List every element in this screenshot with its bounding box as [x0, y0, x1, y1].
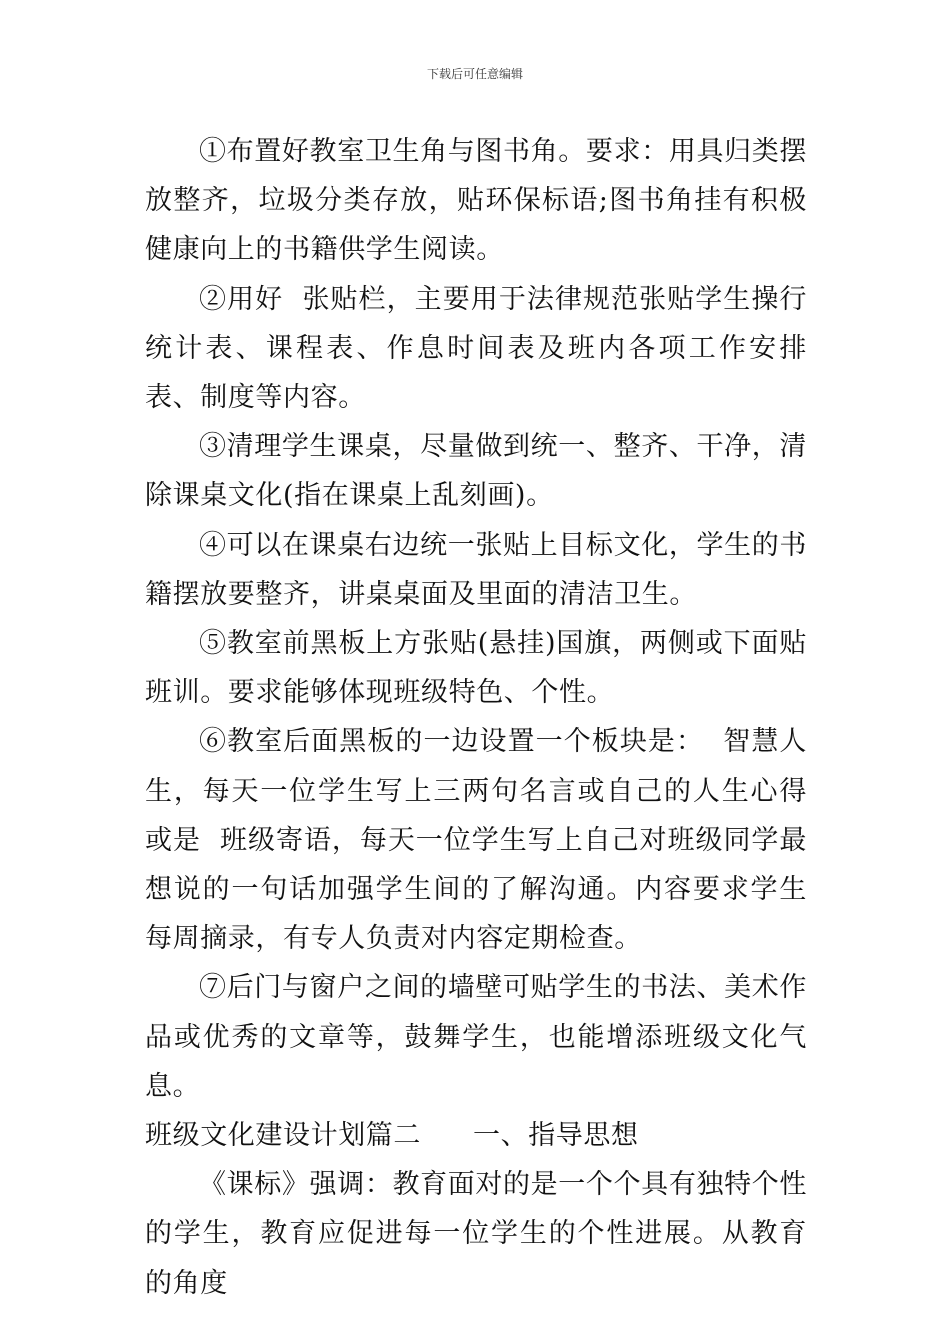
section-heading: [145, 1111, 807, 1160]
section-title: 班级文化建设计划篇二: [145, 1120, 421, 1152]
document-body: [145, 127, 807, 1308]
section-subtitle: 一、指导思想: [473, 1120, 639, 1152]
paragraph-5: ⑤教室前黑板上方张贴(悬挂)国旗，两侧或下面贴班训。要求能够体现班级特色、个性。: [145, 628, 807, 709]
paragraph-7: ⑦后门与窗户之间的墙壁可贴学生的书法、美术作品或优秀的文章等，鼓舞学生，也能增添班级文化气息。: [145, 972, 807, 1102]
page-header-note: 下载后可任意编辑: [426, 67, 523, 81]
paragraph-1: ①布置好教室卫生角与图书角。要求：用具归类摆放整齐，垃圾分类存放，贴环保标语;图书角挂有积极健康向上的书籍供学生阅读。: [145, 136, 807, 266]
paragraph-4: ④可以在课桌右边统一张贴上目标文化，学生的书籍摆放要整齐，讲桌桌面及里面的清洁卫生。: [145, 529, 807, 610]
paragraph-3: ③清理学生课桌，尽量做到统一、整齐、干净，清除课桌文化(指在课桌上乱刻画)。: [145, 431, 807, 512]
paragraph-2: ②用好 张贴栏，主要用于法律规范张贴学生操行统计表、课程表、作息时间表及班内各项工作安排表、制度等内容。: [145, 283, 807, 414]
paragraph-6: ⑥教室后面黑板的一边设置一个板块是： 智慧人生，每天一位学生写上三两句名言或自己的人生心得或是 班级寄语，每天一位学生写上自己对班级同学最想说的一句话加强学生间的了解沟通。内容要求学生每周摘录，有专人负责对内容定期检查。: [145, 726, 807, 955]
closing-paragraph: 《课标》强调：教育面对的是一个个具有独特个性的学生，教育应促进每一位学生的个性进展。从教育的角度: [145, 1169, 807, 1299]
